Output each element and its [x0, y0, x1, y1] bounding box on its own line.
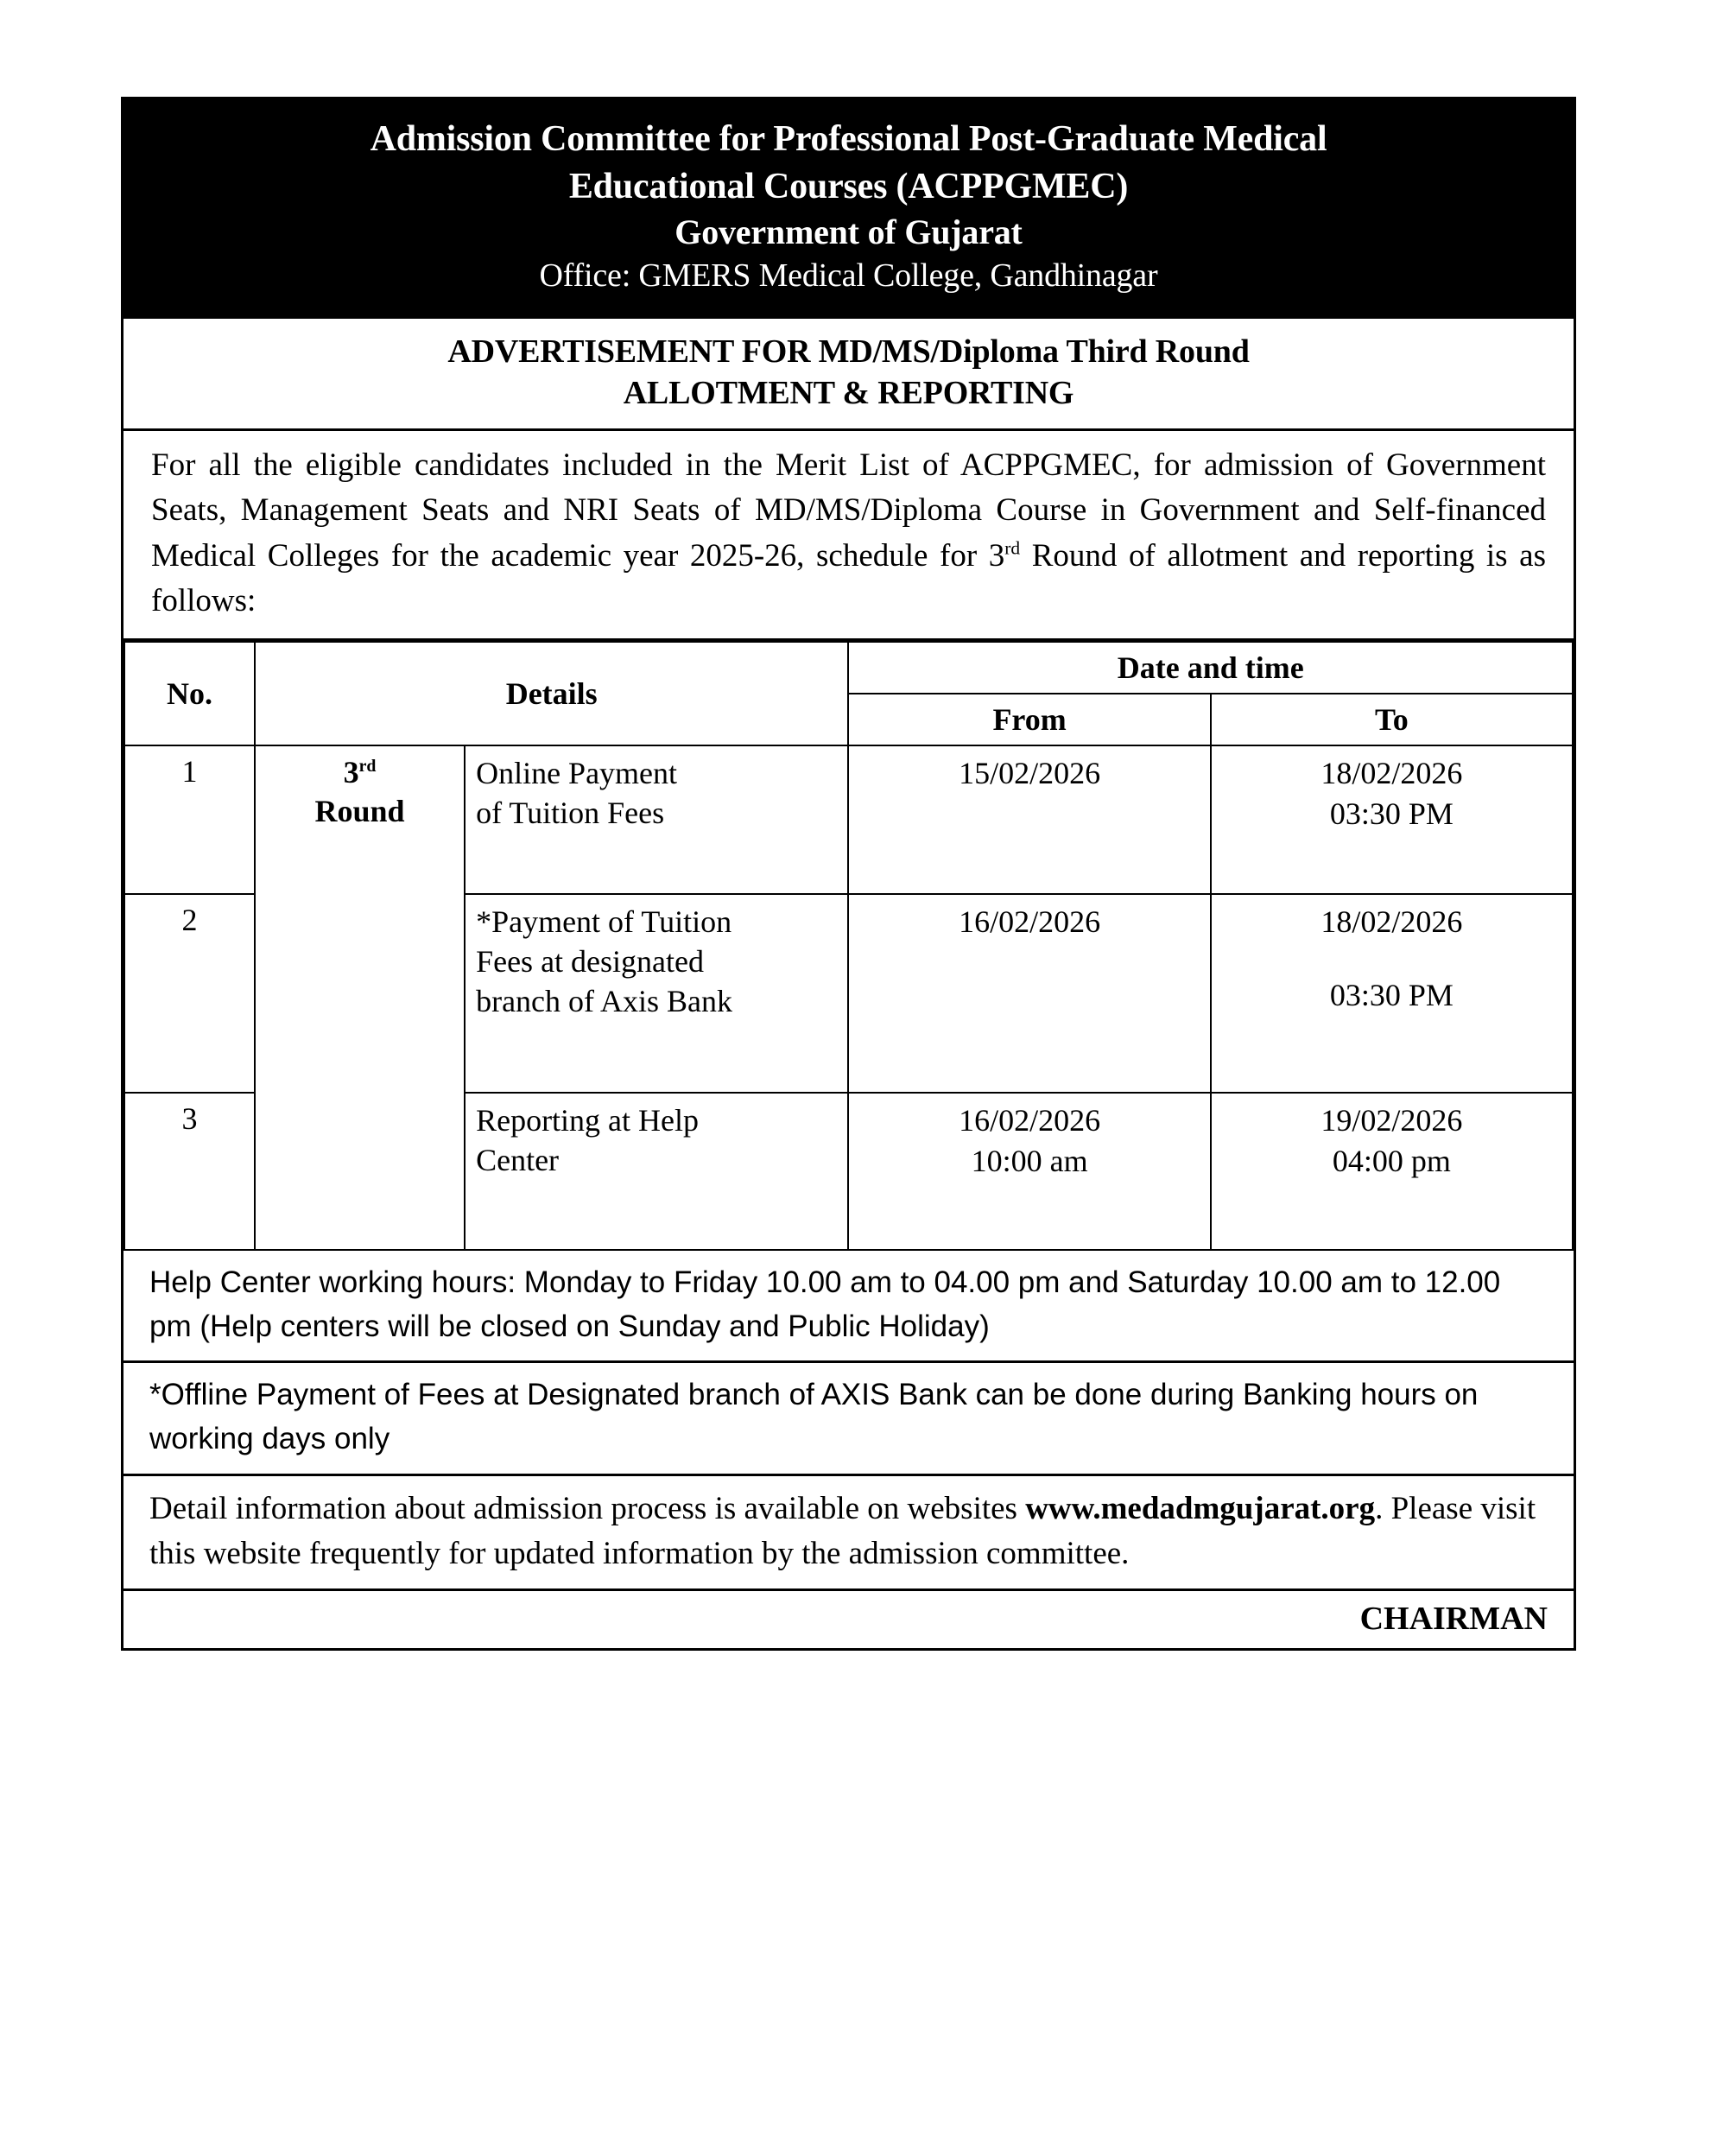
row-3-no: 3: [124, 1093, 255, 1250]
row-3-to-time: 04:00 pm: [1332, 1143, 1451, 1178]
intro-paragraph: [124, 431, 1574, 641]
schedule-table: [124, 641, 1574, 1251]
header-from: From: [848, 694, 1210, 745]
table-header-row-1: [124, 642, 1573, 694]
row-2-detail-line-2: Fees at designated: [476, 944, 704, 980]
row-3-from: [848, 1093, 1210, 1250]
row-3-from-date: 16/02/2026: [959, 1102, 1101, 1138]
row-2-detail-line-3: branch of Axis Bank: [476, 984, 733, 1019]
advertisement-title: [124, 319, 1574, 431]
masthead-header: [121, 97, 1576, 319]
row-3-detail: [465, 1093, 848, 1250]
round-label-ordinal: rd: [358, 756, 377, 776]
row-3-to: [1211, 1093, 1573, 1250]
header-date-and-time: Date and time: [848, 642, 1573, 694]
website-link[interactable]: www.medadmgujarat.org: [1025, 1490, 1376, 1526]
note-offline-payment: *Offline Payment of Fees at Designated branch of AXIS Bank can be done during Banking hours on working days only: [124, 1363, 1574, 1476]
row-1-detail-line-1: Online Payment: [476, 755, 678, 790]
row-1-detail-line-2: of Tuition Fees: [476, 796, 665, 831]
intro-text-part-1: For all the eligible candidates included in the Merit List of ACPPGMEC, for admission of Government Seats, Management Seats and NRI Seats of MD/MS/Diploma Course in Government and Self-financed Medical Colleges for the academic year 2025-26, schedule for: [151, 447, 1546, 574]
row-3-from-time: 10:00 am: [971, 1143, 1088, 1178]
intro-round-ordinal: rd: [1004, 537, 1021, 559]
row-3-detail-line-2: Center: [476, 1143, 560, 1178]
intro-text-part-2: Round of allotment and reporting is as follows:: [151, 537, 1546, 619]
row-3-detail-line-1: Reporting at Help: [476, 1102, 700, 1138]
detail-info-after-website: . Please visit this website frequently for updated information by the admission committee.: [149, 1490, 1536, 1571]
row-2-to-date: 18/02/2026: [1320, 904, 1463, 939]
row-2-from-date: 16/02/2026: [959, 904, 1101, 939]
table-row: [124, 745, 1573, 894]
row-2-to: [1211, 894, 1573, 1093]
row-1-detail: [465, 745, 848, 894]
row-2-from: [848, 894, 1210, 1093]
row-2-no: 2: [124, 894, 255, 1093]
schedule-table-head: [124, 642, 1573, 745]
notice-sheet: [121, 97, 1576, 1651]
masthead-line-3: Government of Gujarat: [674, 212, 1023, 252]
round-label-cell: [255, 745, 465, 1250]
row-1-to-date: 18/02/2026: [1320, 755, 1463, 790]
schedule-table-body: [124, 745, 1573, 1250]
chairman-signature: CHAIRMAN: [1359, 1600, 1548, 1637]
header-details: Details: [255, 642, 849, 745]
row-1-no: 1: [124, 745, 255, 894]
row-2-to-time: 03:30 PM: [1329, 977, 1454, 1012]
round-label-number: 3: [343, 754, 359, 789]
header-no: No.: [124, 642, 255, 745]
masthead-line-1: Admission Committee for Professional Post-Graduate Medical: [370, 119, 1327, 159]
row-1-to: [1211, 745, 1573, 894]
notice-body-frame: [121, 319, 1576, 1651]
row-1-from-date: 15/02/2026: [959, 755, 1101, 790]
header-to: To: [1211, 694, 1573, 745]
row-2-detail: [465, 894, 848, 1093]
masthead-line-4: Office: GMERS Medical College, Gandhinagar: [539, 257, 1158, 295]
intro-round-number: 3: [988, 537, 1005, 574]
detail-information-block: [124, 1476, 1574, 1591]
row-1-from: [848, 745, 1210, 894]
row-1-to-time: 03:30 PM: [1329, 796, 1454, 831]
note-help-center-hours: Help Center working hours: Monday to Friday 10.00 am to 04.00 pm and Saturday 10.00 am to 12.00 pm (Help centers will be closed on Sunday and Public Holiday): [124, 1251, 1574, 1364]
row-2-detail-line-1: *Payment of Tuition: [476, 904, 732, 939]
advertisement-title-line-2: ALLOTMENT & REPORTING: [623, 375, 1074, 412]
advertisement-title-line-1: ADVERTISEMENT FOR MD/MS/Diploma Third Round: [447, 333, 1250, 370]
masthead-line-2: Educational Courses (ACPPGMEC): [568, 166, 1129, 206]
detail-info-before-website: Detail information about admission process is available on websites: [149, 1490, 1026, 1526]
row-2-to-spacer: [1222, 942, 1561, 975]
round-label-word: Round: [314, 793, 405, 828]
row-3-to-date: 19/02/2026: [1320, 1102, 1463, 1138]
